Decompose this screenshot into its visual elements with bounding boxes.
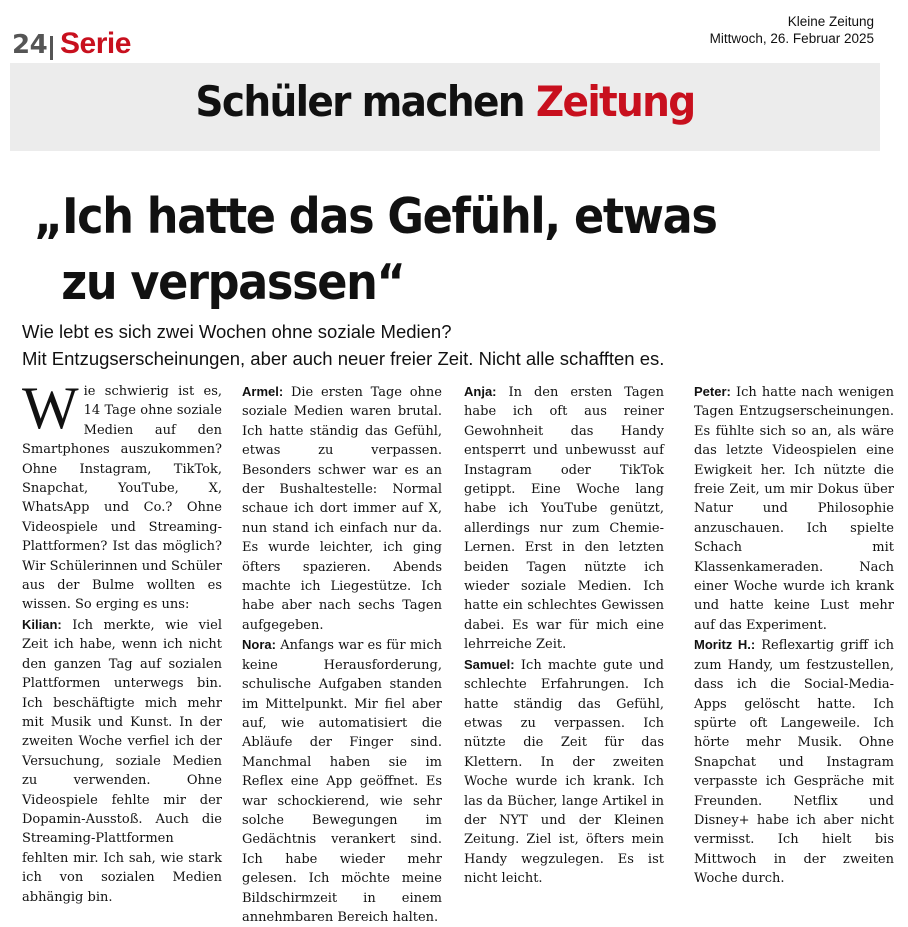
speaker-name: Moritz H.:	[694, 637, 756, 653]
article-lead	[22, 318, 664, 372]
speaker-name: Kilian:	[22, 616, 62, 632]
masthead-info	[710, 13, 874, 47]
speaker-name: Anja:	[464, 384, 497, 399]
page-number: 24	[12, 30, 48, 60]
speaker-name: Nora:	[242, 637, 276, 653]
statement-moritz	[694, 635, 894, 888]
statement-samuel	[464, 655, 664, 889]
statement-text: Ich machte gute und schlechte Erfahrungen. Ich hatte ständig das Gefühl, etwas zu verpassen. Ich nützte die Zeit für das Klettern. In der zweiten Woche wurde ich krank. Ich las da Bücher, lange Artikel in der NYT und der Kleinen Zeitung. Ziel ist, öfters mein Handy wegzulegen. Es ist nicht leicht.	[464, 657, 664, 887]
headline-line1: „Ich hatte das Gefühl, etwas	[34, 188, 717, 245]
section-name: Serie	[60, 27, 131, 60]
statement-text: In den ersten Tagen habe ich oft aus reiner Gewohnheit das Handy entsperrt und unbewusst auf Instagram oder TikTok getippt. Eine Woche lang habe ich YouTube genützt, allerdings nur zum Chemie-Lernen. Erst in den letzten beiden Tagen nützte ich wieder soziale Medien. Ich hatte ein schlechtes Gewissen dabei. Es war für mich eine lehrreiche Zeit.	[464, 385, 664, 653]
statement-nora	[242, 635, 442, 927]
series-title-part1: Schüler machen	[195, 77, 536, 126]
lead-line1: Wie lebt es sich zwei Wochen ohne soziale Medien?	[22, 321, 452, 342]
series-banner	[10, 63, 880, 151]
issue-date: Mittwoch, 26. Februar 2025	[709, 31, 874, 46]
statement-text: Die ersten Tage ohne soziale Medien waren brutal. Ich hatte ständig das Gefühl, etwas zu verpassen. Besonders schwer war es an der Bushaltestelle: Normal schaue ich dort immer auf X, nun stand ich einfach nur da. Es wurde leichter, ich ging öfters spazieren. Abends machte ich Liegestütze. Ich habe aber nach sechs Tagen aufgegeben.	[242, 385, 442, 633]
series-title-part2: Zeitung	[535, 77, 695, 126]
statement-kilian	[22, 615, 222, 907]
speaker-name: Samuel:	[464, 656, 515, 672]
drop-cap: W	[22, 375, 79, 441]
series-title	[40, 77, 849, 126]
speaker-name: Peter:	[694, 384, 731, 399]
newspaper-name: Kleine Zeitung	[787, 14, 874, 29]
statement-text: Ich merkte, wie viel Zeit ich habe, wenn ich nicht den ganzen Tag auf sozialen Plattformen unterwegs bin. Ich beschäftigte mich mehr mit Musik und Kunst. In der zweiten Woche verfiel ich der Versuchung, soziale Medien zu verwenden. Ohne Videospiele fehlte mir der Dopamin-Ausstoß. Auch die Streaming-Plattformen fehlten mir. Ich sah, wie stark ich von sozialen Medien abhängig bin.	[22, 617, 222, 905]
statement-armel	[242, 382, 442, 635]
lead-line2: Mit Entzugserscheinungen, aber auch neuer freier Zeit. Nicht alle schafften es.	[22, 348, 665, 369]
statement-text: Ich hatte nach wenigen Tagen Entzugserscheinungen. Es fühlte sich so an, als wäre das letzte Videospielen eine Ewigkeit her. Ich nützte die freie Zeit, um mir Dokus über Natur und Philosophie anzuschauen. Ich spielte Schach mit Klassenkameraden. Nach einer Woche wurde ich krank und hatte keine Lust mehr auf das Experiment.	[694, 385, 894, 633]
text-column-3	[464, 382, 664, 889]
text-column-2	[242, 382, 442, 927]
statement-text: Reflexartig griff ich zum Handy, um festzustellen, dass ich die Social-Media-Apps gelöscht hatte. Ich spürte oft Langeweile. Ich hörte mehr Musik. Ohne Snapchat und Instagram verpasste ich Gespräche mit Freunden. Netflix und Disney+ habe ich aber nicht vermisst. Ich hielt bis Mittwoch in der zweiten Woche durch.	[694, 638, 894, 887]
statement-text: Anfangs war es für mich keine Herausforderung, schulische Aufgaben standen im Mittelpunkt. Mir fiel aber auf, wie automatisiert die Abläufe der Finger sind. Manchmal haben sie im Reflex eine App geöffnet. Es war schockierend, wie sehr solche Bewegungen im Gedächtnis verankert sind. Ich habe wieder mehr gelesen. Ich möchte meine Bildschirmzeit in einem annehmbaren Bereich halten.	[242, 638, 442, 925]
statement-anja	[464, 382, 664, 655]
speaker-name: Armel:	[242, 384, 284, 399]
statement-peter	[694, 382, 894, 635]
page-header	[0, 0, 908, 62]
text-column-1	[22, 375, 222, 907]
intro-text: ie schwierig ist es, 14 Tage ohne soziale Medien auf den Smartphones auszukommen? Ohne Instagram, TikTok, Snapchat, YouTube, X, WhatsApp und Co.? Ohne Videospiele und Streaming-Plattformen? Ist das möglich? Wir Schülerinnen und Schüler aus der Bulme wollten es wissen. So erging es uns:	[22, 384, 222, 613]
text-column-4	[694, 382, 894, 889]
section-divider	[50, 36, 53, 60]
article-headline	[34, 184, 717, 316]
intro-paragraph	[22, 375, 222, 615]
headline-line2: zu verpassen“	[61, 254, 405, 311]
